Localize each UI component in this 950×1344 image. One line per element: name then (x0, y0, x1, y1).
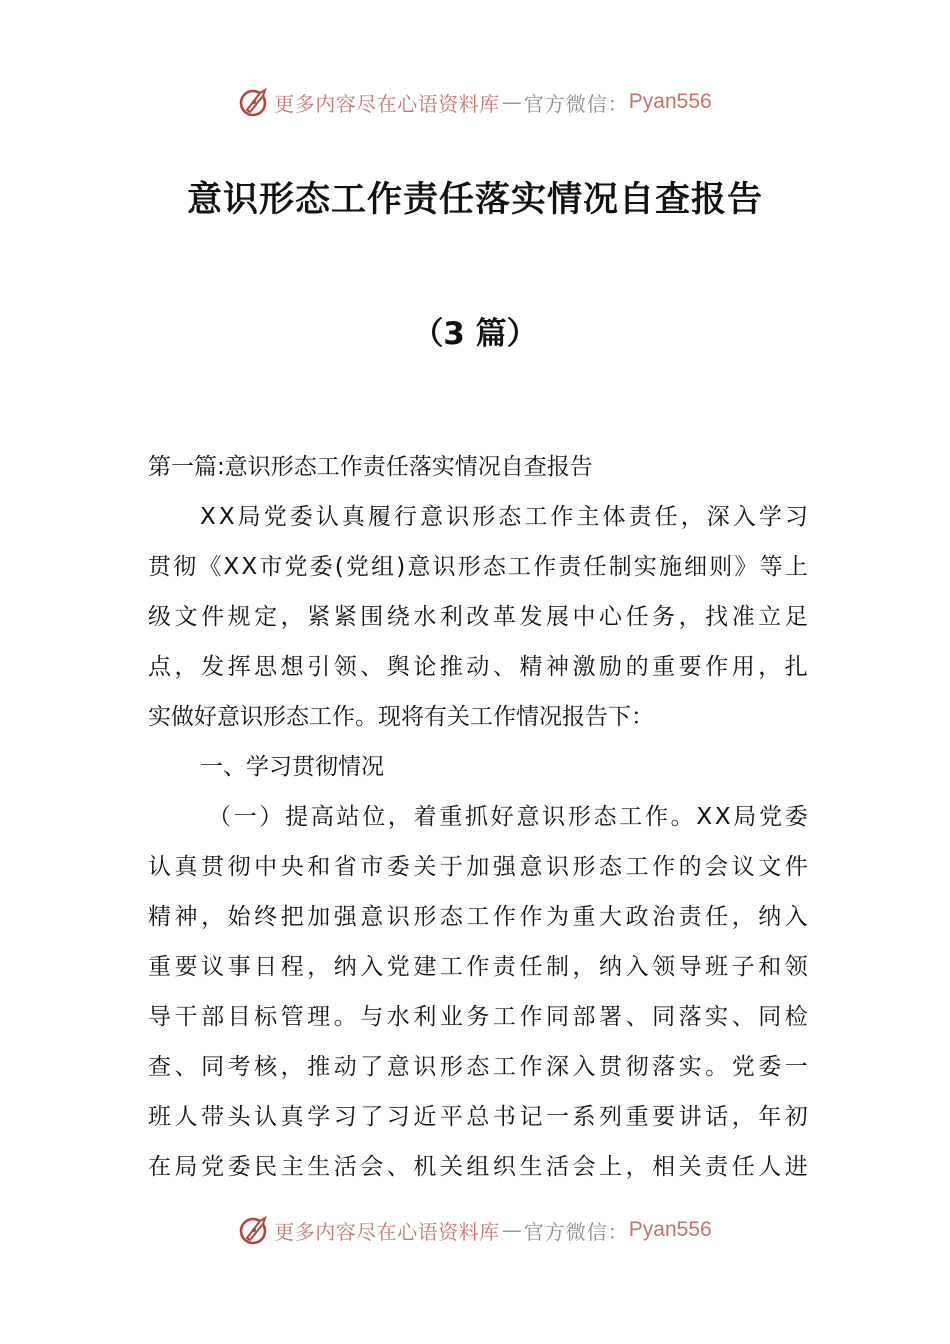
paragraph-line: 级 文 件 规 定 ， 紧 紧 围 绕 水 利 改 革 发 展 中 心 任 务 ， 找 准 立 足 (148, 604, 808, 630)
document-subtitle: （3 篇） (412, 316, 538, 352)
paragraph-line: 精 神 ， 始 终 把 加 强 意 识 形 态 工 作 作 为 重 大 政 治 责 任 ， 纳 入 (148, 904, 808, 930)
paragraph-line: 实做好意识形态工作。现将有关工作情况报告下： (148, 704, 654, 730)
pen-nib-circle-icon (238, 1213, 272, 1247)
watermark-text: 更多内容尽在心语资料库 (274, 1219, 500, 1244)
document-body (148, 442, 808, 1192)
watermark-banner-bottom (0, 1210, 950, 1250)
paragraph-line: 在 局 党 委 民 主 生 活 会 、 机 关 组 织 生 活 会 上 ， 相 关 责 任 人 进 (148, 1154, 808, 1180)
watermark-dash: — (501, 90, 522, 114)
paragraph-line: 点 ， 发 挥 思 想 引 领 、 舆 论 推 动 、 精 神 激 励 的 重 要 作 用 ， 扎 (148, 654, 808, 680)
paragraph-line: 查 、 同 考 核 ， 推 动 了 意 识 形 态 工 作 深 入 贯 彻 落 实 。 党 委 一 (148, 1054, 808, 1080)
watermark-banner-top (0, 82, 950, 122)
paragraph-line: 班 人 带 头 认 真 学 习 了 习 近 平 总 书 记 一 系 列 重 要 讲 话 ， 年 初 (148, 1104, 808, 1130)
paragraph-line: 重 要 议 事 日 程 ， 纳 入 党 建 工 作 责 任 制 ， 纳 入 领 导 班 子 和 领 (148, 954, 808, 980)
watermark-text: 更多内容尽在心语资料库 (274, 91, 500, 116)
paragraph-line: 认 真 贯 彻 中 央 和 省 市 委 关 于 加 强 意 识 形 态 工 作 的 会 议 文 件 (148, 854, 808, 880)
watermark-wechat-label: 官方微信： (523, 1219, 629, 1244)
watermark-wechat-label: 官方微信： (523, 91, 629, 116)
pen-nib-circle-icon (238, 85, 272, 119)
section-subheading: 一、学习贯彻情况 (200, 754, 384, 780)
section-heading: 第一篇:意识形态工作责任落实情况自查报告 (148, 454, 593, 480)
watermark-dash: — (501, 1218, 522, 1242)
watermark-wechat-id: Pyan556 (628, 1218, 712, 1241)
watermark-wechat-id: Pyan556 (628, 90, 712, 113)
document-title: 意识形态工作责任落实情况自查报告 (186, 180, 763, 220)
paragraph-line: 导 干 部 目 标 管 理 。 与 水 利 业 务 工 作 同 部 署 、 同 落 实 、 同 检 (148, 1004, 808, 1030)
paragraph-line: X X 局 党 委 认 真 履 行 意 识 形 态 工 作 主 体 责 任 ， 深 入 学 习 (200, 504, 808, 530)
paragraph-line: 贯 彻 《 X X 市 党 委 ( 党 组 ) 意 识 形 态 工 作 责 任 制 实 施 细 则 》 等 上 (148, 554, 808, 580)
paragraph-line: （ 一 ） 提 高 站 位 ， 着 重 抓 好 意 识 形 态 工 作 。 X X 局 党 委 (208, 804, 808, 830)
